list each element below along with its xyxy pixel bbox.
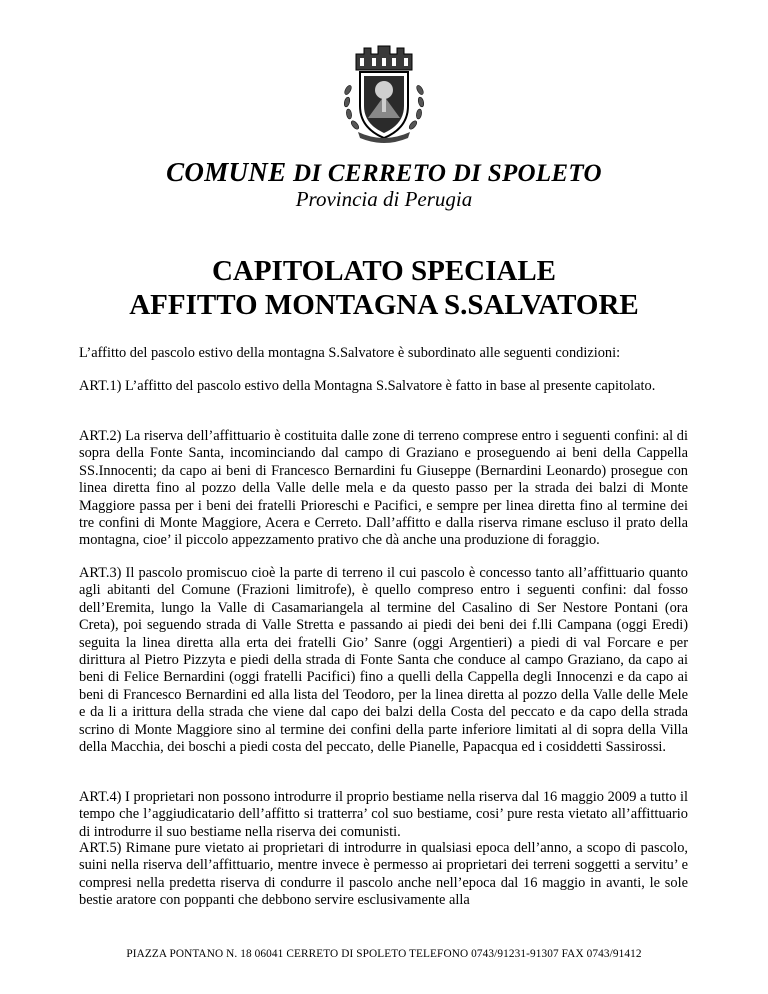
article-5-paragraph: ART.5) Rimane pure vietato ai proprietari di introdurre in qualsiasi epoca dell’anno, a scopo di pascolo, suini nella riserva dell’affittuario, mentre invece è permesso ai proprietari dei terreni soggetti a servitu’ e compresi nella predetta riserva di condurre il pascolo anche nell’epoca dal 16 maggio in avanti, le sole bestie aratore con poppanti che debbono servire esclusivamente alla [79,840,688,909]
article-1-paragraph: ART.1) L’affitto del pascolo estivo della Montagna S.Salvatore è fatto in base al presente capitolato. [79,378,656,394]
document-title-line-1: CAPITOLATO SPECIALE [211,255,557,287]
municipality-name-rest: DI CERRETO DI SPOLETO [286,160,602,187]
article-4-paragraph: ART.4) I proprietari non possono introdurre il proprio bestiame nella riserva dal 16 maggio 2009 a tutto il tempo che l’aggiudicatario dell’affitto si tratterra’ col suo bestiame, cosi’ pure resta vietato all’affittuario di introdurre il suo bestiame nella riserva dei comunisti. [79,789,688,840]
footer-address: PIAZZA PONTANO N. 18 06041 CERRETO DI SPOLETO TELEFONO 0743/91231-91307 FAX 0743/91412 [126,948,642,960]
document-title-line-2: AFFITTO MONTAGNA S.SALVATORE [129,289,639,321]
article-2-paragraph: ART.2) La riserva dell’affittuario è costituita dalle zone di terreno comprese entro i seguenti confini: al di sopra della Fonte Santa, incominciando dal campo di Graziano e proseguendo ai beni della Cappella SS.Innocenti; da capo ai beni di Francesco Bernardini fu Giuseppe (Bernardini Leonardo) prosegue con linea diretta fino al pozzo della Valle delle mela e da questo passo per la strada dei balzi di Monte Maggiore passa per i beni dei fratelli Prioreschi e Pacifici, e sempre per linea diretta fino al termine dei tre confini di Monte Maggiore, Acera e Cerreto. Dall’affitto e dalla riserva rimane escluso il prato della montagna, cioe’ il piccolo appezzamento prativo che dà anche una produzione di foraggio. [79,428,688,549]
municipality-name [0,157,768,188]
intro-paragraph: L’affitto del pascolo estivo della montagna S.Salvatore è subordinato alle seguenti condizioni: [79,345,621,361]
article-3-paragraph: ART.3) Il pascolo promiscuo cioè la parte di terreno il cui pascolo è concesso tanto all’affittuario quanto agli abitanti del Comune (Frazioni limitrofe), è quello compreso entro i seguenti confini: dal fosso dell’Eremita, lungo la Valle di Casamariangela al termine del Casalino di Ser Nestore Pontani (ora Creta), poi seguendo strada di Valle Stretta e passando ai piedi dei beni dei f.lli Campana (oggi Eredi) seguita la linea diretta alla erta dei fratelli Gio’ Sanre (oggi Argentieri) a piedi di val Forcare e per dirittura al Pietro Pizzyta e piedi della strada di Fonte Santa che conduce al campo Graziano, da capo ai beni di Felice Bernardini (oggi fratelli Pacifici) fino a quelli della Cappella degli Innocenzi e da capo ai beni di Francesco Bernardini ed alla lista del Teodoro, per la linea diretta al pozzo della Valle delle Mele e da li a irittura della strada che viene dal capo dei balzi della Costa del peccato e da capo della strada scrino di Monte Maggiore sino al termine dei confini della parte inferiore limitati al di sopra della Villa della Macchia, dei boschi a piedi costa del peccato, delle Pianelle, Papacqua ed i cosiddetti Sassirossi. [79,565,688,756]
province-name: Provincia di Perugia [295,187,473,211]
municipality-name-comune: COMUNE [166,157,287,187]
municipal-coat-of-arms-icon [338,40,430,144]
